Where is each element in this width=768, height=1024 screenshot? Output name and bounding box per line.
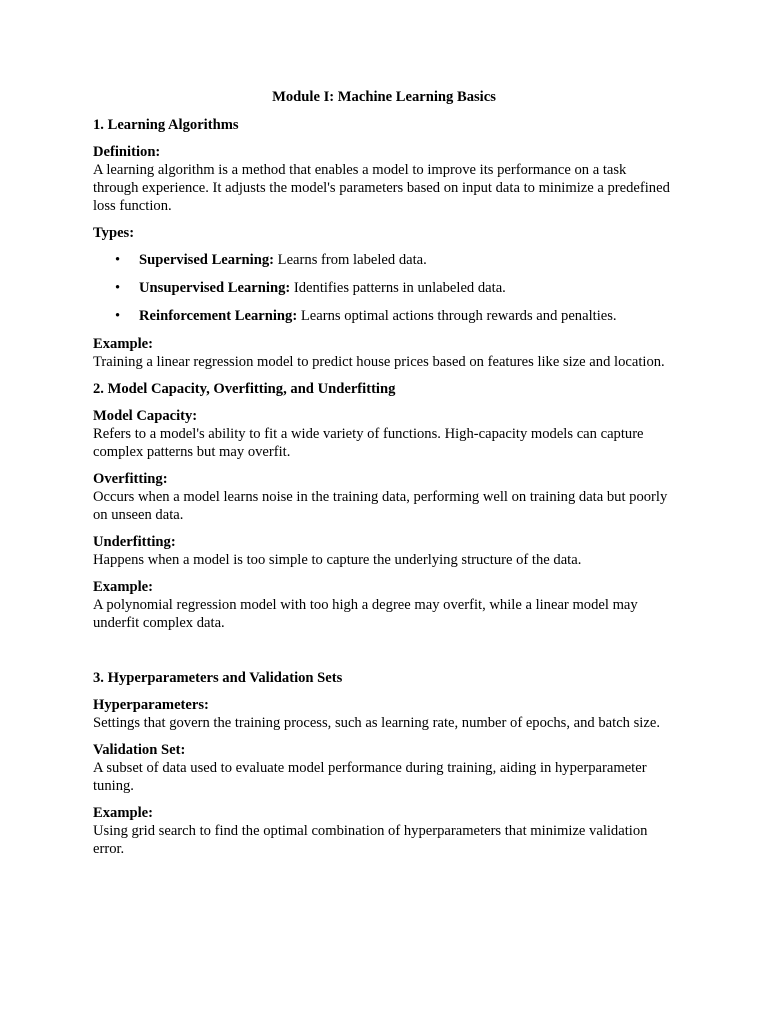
type-term: Supervised Learning: [139, 252, 275, 268]
bullet-icon: • [115, 308, 121, 324]
hyperparameters-block [93, 696, 675, 732]
type-desc: Learns from labeled data. [274, 252, 427, 268]
validation-set-block [93, 741, 675, 795]
list-item [93, 307, 675, 325]
overfitting-label: Overfitting: [93, 471, 168, 487]
underfitting-text: Happens when a model is too simple to capture the underlying structure of the data. [93, 552, 582, 568]
list-item [93, 279, 675, 297]
underfitting-label: Underfitting: [93, 534, 176, 550]
hyperparameters-text: Settings that govern the training process, such as learning rate, number of epochs, and batch size. [93, 715, 660, 731]
validation-set-text: A subset of data used to evaluate model performance during training, aiding in hyperparameter tuning. [93, 760, 647, 794]
example-block-2 [93, 578, 675, 632]
overfitting-text: Occurs when a model learns noise in the training data, performing well on training data but poorly on unseen data. [93, 489, 668, 523]
list-item [93, 251, 675, 269]
type-desc: Learns optimal actions through rewards and penalties. [297, 308, 617, 324]
type-term: Unsupervised Learning: [139, 280, 291, 296]
section-spacer [93, 641, 675, 669]
example-text: Using grid search to find the optimal combination of hyperparameters that minimize validation error. [93, 823, 648, 857]
example-label: Example: [93, 579, 153, 595]
model-capacity-text: Refers to a model's ability to fit a wide variety of functions. High-capacity models can capture complex patterns but may overfit. [93, 426, 644, 460]
model-capacity-block [93, 407, 675, 461]
example-label: Example: [93, 805, 153, 821]
example-text: A polynomial regression model with too high a degree may overfit, while a linear model may underfit complex data. [93, 597, 638, 631]
overfitting-block [93, 470, 675, 524]
example-label: Example: [93, 336, 153, 352]
hyperparameters-label: Hyperparameters: [93, 697, 209, 713]
page-title: Module I: Machine Learning Basics [272, 89, 496, 105]
model-capacity-label: Model Capacity: [93, 408, 198, 424]
bullet-icon: • [115, 252, 121, 268]
types-list [93, 251, 675, 325]
example-block-1 [93, 335, 675, 371]
section-2-heading: 2. Model Capacity, Overfitting, and Underfitting [93, 381, 396, 397]
section-1-heading: 1. Learning Algorithms [93, 117, 239, 133]
validation-set-label: Validation Set: [93, 742, 186, 758]
type-desc: Identifies patterns in unlabeled data. [290, 280, 506, 296]
definition-block [93, 143, 675, 215]
definition-text: A learning algorithm is a method that enables a model to improve its performance on a task through experience. It adjusts the model's parameters based on input data to minimize a predefined loss function. [93, 162, 670, 214]
types-label: Types: [93, 225, 135, 241]
bullet-icon: • [115, 280, 121, 296]
section-3-heading: 3. Hyperparameters and Validation Sets [93, 670, 343, 686]
example-text: Training a linear regression model to predict house prices based on features like size and location. [93, 354, 665, 370]
example-block-3 [93, 804, 675, 858]
definition-label: Definition: [93, 144, 161, 160]
underfitting-block [93, 533, 675, 569]
types-label-block [93, 224, 675, 242]
type-term: Reinforcement Learning: [139, 308, 298, 324]
